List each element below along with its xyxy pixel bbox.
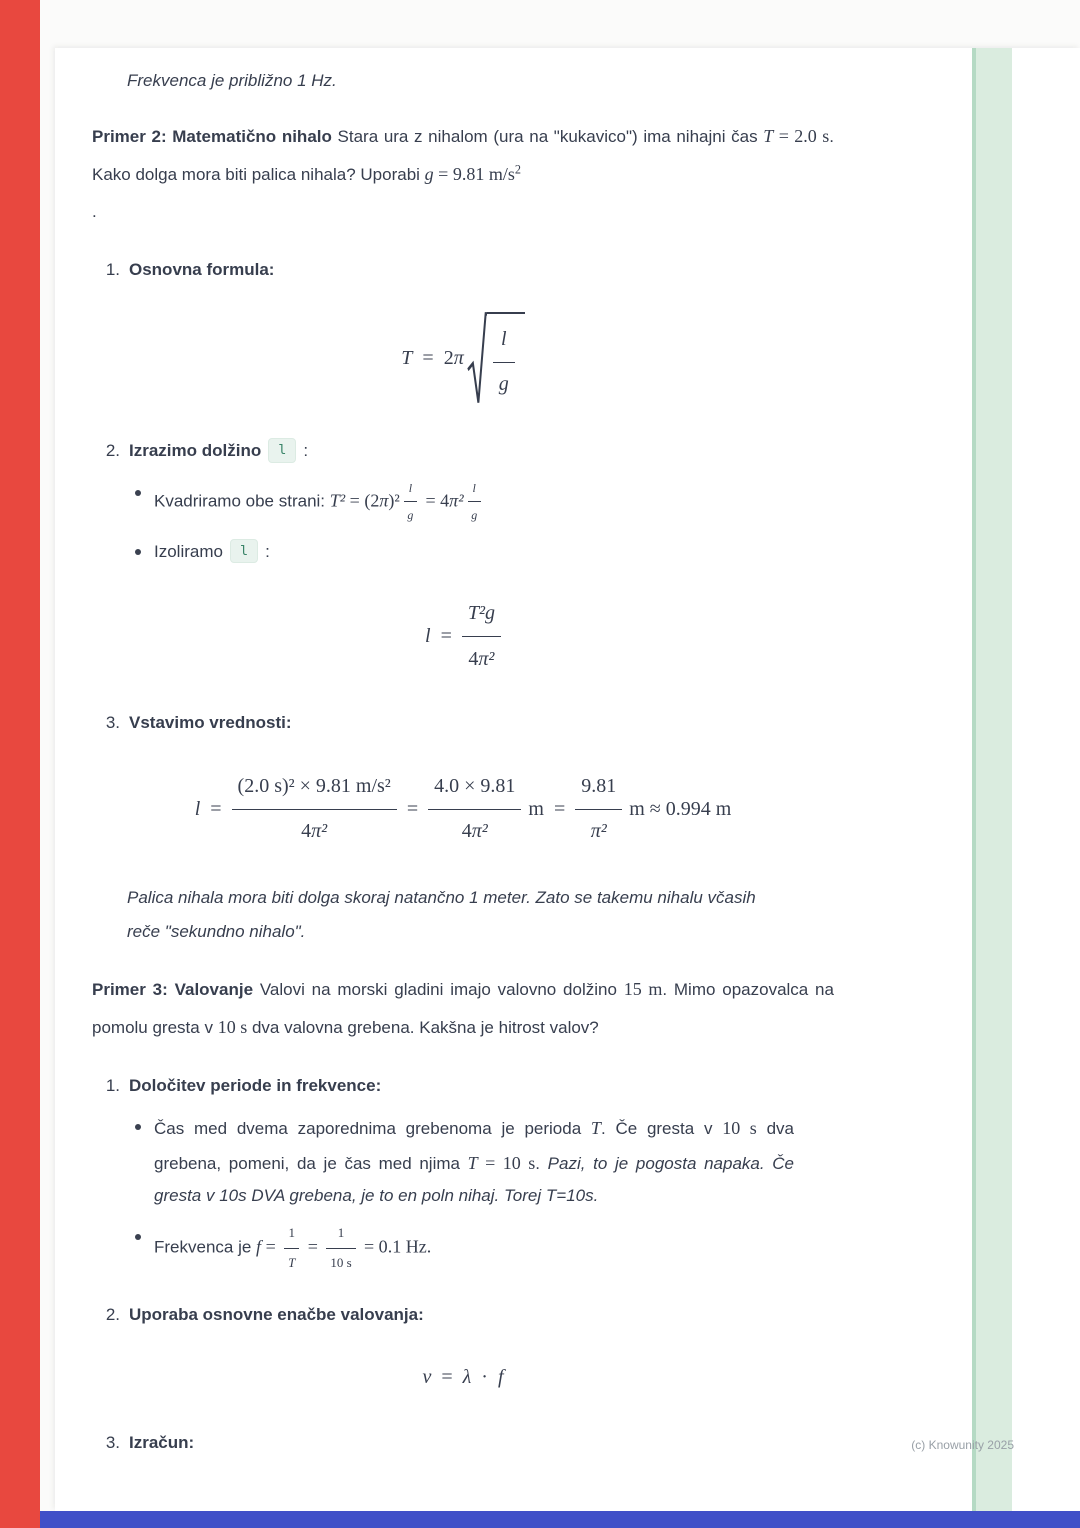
step-title xyxy=(129,435,308,467)
primer3-paragraph xyxy=(92,970,834,1046)
bullet-marker xyxy=(135,1124,141,1130)
f3-equals-3: = xyxy=(553,797,566,820)
math-g-exponent: 2 xyxy=(514,162,522,177)
f3-fraction-1 xyxy=(232,767,397,852)
math-T-squared: T² xyxy=(329,490,346,511)
f3-den-2 xyxy=(428,810,521,852)
frac-den: g xyxy=(471,507,478,522)
step-osnovna-formula xyxy=(92,254,834,286)
step2-colon: : xyxy=(303,441,309,461)
right-green-accent-strip xyxy=(972,48,1012,1511)
math-var-f: f xyxy=(256,1236,262,1257)
math-15m: 15 m xyxy=(623,978,663,999)
formula-length-solved xyxy=(92,594,834,679)
inline-code-l: l xyxy=(230,539,258,563)
primer3-title: Primer 3: Valovanje xyxy=(92,979,254,999)
primer2-text-1: Stara ura z nihalom (ura na "kukavico") ima nihajni čas xyxy=(331,127,764,147)
step-vstavimo-vrednosti xyxy=(92,707,834,739)
step-title: Vstavimo vrednosti: xyxy=(129,712,292,732)
f2-var-l: l xyxy=(425,624,431,647)
radical-sign-icon xyxy=(467,312,487,406)
bullet-marker xyxy=(135,549,141,555)
frac-num: l xyxy=(404,477,417,502)
stray-period: . xyxy=(92,201,97,221)
copyright-footer: (c) Knowunity 2025 xyxy=(911,1438,1014,1452)
math-eq: = xyxy=(261,1236,281,1257)
bullet-marker xyxy=(135,490,141,496)
math-var-T2: T xyxy=(467,1152,478,1173)
formula-length-computed xyxy=(92,767,834,852)
primer2-paragraph xyxy=(92,117,834,193)
step-dolocitev-periode xyxy=(92,1070,834,1102)
step-title: Izračun: xyxy=(129,1432,195,1452)
math-10s: 10 s xyxy=(722,1118,757,1139)
f1-radicand xyxy=(487,312,525,406)
perioda-warning-note: Pazi, to je pogosta napaka. Če gresta v 10s DVA grebena, je to en poln nihaj. Torej T=10s. xyxy=(154,1153,794,1205)
step-title: Določitev periode in frekvence: xyxy=(129,1076,382,1096)
math-eq-open: = (2 xyxy=(345,490,380,511)
inline-frac-lg-2 xyxy=(468,477,481,527)
left-red-accent-strip xyxy=(0,0,40,1528)
perioda-text-2: . Če gresta v xyxy=(600,1119,723,1139)
math-result: = 0.1 Hz. xyxy=(359,1236,432,1257)
frac-num: 1 xyxy=(326,1221,355,1249)
f3-result: m ≈ 0.994 m xyxy=(629,797,732,820)
f2-denominator xyxy=(462,637,501,679)
izoliramo-text: Izoliramo xyxy=(154,541,223,561)
step-number: 1. xyxy=(105,1076,120,1096)
bullet-content xyxy=(154,1221,471,1275)
bullet-marker xyxy=(135,1234,141,1240)
f2-den-pi2: π² xyxy=(478,647,495,670)
f1-pi: π xyxy=(453,347,464,370)
f2-equals: = xyxy=(440,624,452,647)
f1-frac-numerator: l xyxy=(493,320,515,363)
primer3-text-1: Valovi na morski gladini imajo valovno dolžino xyxy=(253,979,624,999)
math-pi-squared: π² xyxy=(449,490,464,511)
math-eq-2: = xyxy=(303,1236,323,1257)
f1-frac-denominator: g xyxy=(498,373,509,396)
primer2-text-2: . Kako dolga mora biti palica nihala? Uporabi xyxy=(92,127,834,185)
f2-fraction xyxy=(462,594,501,679)
math-g-value: = 9.81 m/s xyxy=(433,164,515,185)
math-eq-4: = 4 xyxy=(420,490,450,511)
f3-fraction-3 xyxy=(575,767,622,852)
frac-den: g xyxy=(407,507,414,522)
f1-square-root xyxy=(467,312,525,406)
fv-var-f: f xyxy=(497,1365,504,1388)
f2-den-4: 4 xyxy=(468,647,479,670)
step-izrazimo-dolzino xyxy=(92,435,834,467)
primer3-text-3: dva valovna grebena. Kakšna je hitrost valov? xyxy=(247,1017,599,1037)
f3-den2-4: 4 xyxy=(461,820,472,843)
f3-num-2: 4.0 × 9.81 xyxy=(428,767,521,810)
step-number: 3. xyxy=(105,1432,120,1452)
f3-num-3: 9.81 xyxy=(575,767,622,810)
step-number: 3. xyxy=(105,712,120,732)
f3-den1-4: 4 xyxy=(301,820,312,843)
fv-equals: = xyxy=(441,1365,453,1388)
perioda-text-3: dva grebena, pomeni, da je čas med njima xyxy=(154,1119,794,1173)
step-title: Osnovna formula: xyxy=(129,259,275,279)
fv-cdot: · xyxy=(481,1365,488,1388)
math-10s: 10 s xyxy=(217,1016,248,1037)
math-close-sq: )² xyxy=(388,490,400,511)
step-number: 2. xyxy=(105,441,120,461)
f3-equals-2: = xyxy=(406,797,419,820)
step-number: 1. xyxy=(105,259,120,279)
step2-title-text: Izrazimo dolžino xyxy=(129,441,262,461)
f3-fraction-2 xyxy=(428,767,521,852)
f3-den1-pi2: π² xyxy=(311,820,328,843)
formula-wave-equation xyxy=(92,1358,834,1397)
document-content xyxy=(92,64,834,1459)
frac-num: l xyxy=(468,477,481,502)
f2-numerator: T²g xyxy=(462,594,501,637)
primer2-conclusion: Palica nihala mora biti dolga skoraj natančno 1 meter. Zato se takemu nihalu včasih reče "sekundno nihalo". xyxy=(127,888,756,941)
kvadriramo-text: Kvadriramo obe strani: xyxy=(154,491,330,511)
frac-num: 1 xyxy=(284,1221,299,1249)
step-title: Uporaba osnovne enačbe valovanja: xyxy=(129,1305,424,1325)
fv-var-v: v xyxy=(422,1365,432,1388)
f3-unit-m: m xyxy=(528,797,544,820)
f3-var-l: l xyxy=(194,797,201,820)
bullet-frekvenca xyxy=(92,1221,834,1275)
perioda-text-1: Čas med dvema zaporednima grebenoma je perioda xyxy=(154,1119,591,1139)
inline-frac-1-T xyxy=(284,1221,299,1275)
f3-equals-1: = xyxy=(210,797,222,820)
primer2-title: Primer 2: Matematično nihalo xyxy=(92,127,332,147)
f1-var-T: T xyxy=(401,347,413,370)
inline-frac-lg-1 xyxy=(404,477,417,527)
primer3-text-2: . Mimo opazovalca na pomolu gresta v xyxy=(92,979,834,1037)
f3-num-1: (2.0 s)² × 9.81 m/s² xyxy=(232,767,397,810)
step-number: 2. xyxy=(105,1305,120,1325)
f1-equals: = xyxy=(422,347,434,370)
math-var-T: T xyxy=(763,126,774,147)
math-var-g: g xyxy=(424,164,434,185)
bottom-blue-accent-strip xyxy=(40,1511,1080,1528)
bullet-izoliramo xyxy=(92,536,834,568)
f3-den-3: π² xyxy=(590,820,607,843)
perioda-text-4: . xyxy=(535,1153,548,1173)
inline-code-l: l xyxy=(268,438,296,462)
formula-pendulum-period xyxy=(92,312,834,406)
bullet-perioda xyxy=(92,1111,834,1212)
step-izracun xyxy=(92,1427,834,1459)
math-pi: π xyxy=(379,490,389,511)
bullet-content xyxy=(154,1111,834,1212)
frac-den: 10 s xyxy=(330,1254,352,1270)
f1-coefficient: 2 xyxy=(443,347,454,370)
frac-den: T xyxy=(288,1254,296,1270)
bullet-content xyxy=(154,536,310,568)
bullet-kvadriramo xyxy=(92,477,834,527)
fv-lambda: λ xyxy=(462,1365,472,1388)
frekvenca-text: Frekvenca je xyxy=(154,1237,257,1257)
f1-fraction xyxy=(493,320,515,405)
math-T-value: = 2.0 s xyxy=(773,126,830,147)
intro-note: Frekvenca je približno 1 Hz. xyxy=(127,71,337,90)
f3-den2-pi2: π² xyxy=(471,820,488,843)
f3-den-1 xyxy=(232,810,397,852)
step-uporaba-enacbe xyxy=(92,1299,834,1331)
math-var-T: T xyxy=(590,1118,601,1139)
izoliramo-colon: : xyxy=(265,541,270,561)
bullet-content xyxy=(154,477,525,527)
math-T-eq-10s: = 10 s xyxy=(477,1152,536,1173)
inline-frac-1-10s xyxy=(326,1221,355,1275)
